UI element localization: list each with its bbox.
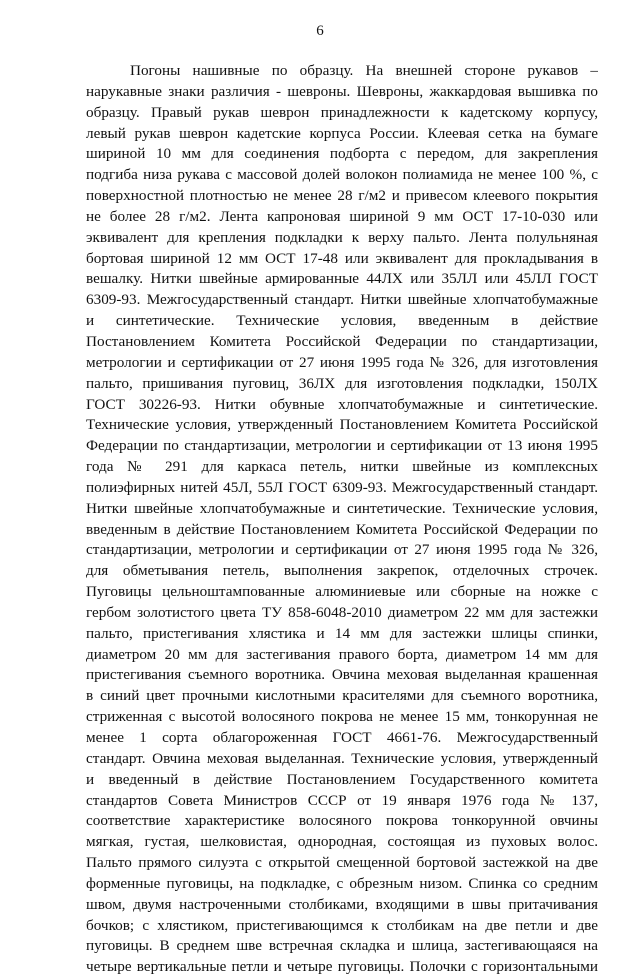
text-line: пуговицы. В среднем шве встречная складка и шлица, застегивающаяся на <box>86 937 598 955</box>
text-line: диаметром 20 мм для застегивания правого борта, диаметром 14 мм для <box>86 645 598 663</box>
text-line: ГОСТ 30226-93. Нитки обувные хлопчатобумажные и синтетические. <box>86 395 598 413</box>
text-line: образцу. Правый рукав шеврон принадлежности к кадетскому корпусу, <box>86 103 598 121</box>
text-line: пальто, пришивания пуговиц, 36ЛХ для изготовления подкладки, 150ЛХ <box>86 374 598 392</box>
text-line: и синтетические. Технические условия, введенным в действие <box>86 312 598 330</box>
text-line: пальто, пристегивания хлястика и 14 мм для застежки шлицы спинки, <box>86 624 598 642</box>
text-line: гербом золотистого цвета ТУ 858-6048-2010 диаметром 22 мм для застежки <box>86 603 598 621</box>
text-line: левый рукав шеврон кадетские корпуса России. Клеевая сетка на бумаге <box>86 124 598 142</box>
text-line: в синий цвет прочными кислотными красителями для съемного воротника, <box>86 687 598 705</box>
text-line: Погоны нашивные по образцу. На внешней стороне рукавов – <box>130 62 598 79</box>
text-line: Федерации по стандартизации, метрологии и сертификации от 13 июня 1995 <box>86 437 598 455</box>
text-line: бортовая шириной 12 мм ОСТ 17-48 или эквивалент для прокладывания в <box>86 249 598 267</box>
text-line: шириной 10 мм для соединения подборта с передом, для закрепления <box>86 145 598 163</box>
text-line: форменные пуговицы, на подкладке, с обрезным низом. Спинка со средним <box>86 874 598 892</box>
text-line: полиэфирных нитей 45Л, 55Л ГОСТ 6309-93. Межгосударственный стандарт. <box>86 478 598 496</box>
text-line: и введенный в действие Постановлением Государственного комитета <box>86 770 598 788</box>
text-line: для обметывания петель, выполнения закрепок, отделочных строчек. <box>86 562 598 580</box>
text-line: вешалку. Нитки швейные армированные 44ЛХ или 35ЛЛ или 45ЛЛ ГОСТ <box>86 270 598 288</box>
text-line: стриженная с высотой волосяного покрова не менее 15 мм, тонкорунная не <box>86 708 598 726</box>
text-line: Нитки швейные хлопчатобумажные и синтетические. Технические условия, <box>86 499 598 517</box>
text-line: Пуговицы цельноштампованные алюминиевые или сборные на ножке с <box>86 583 598 601</box>
text-line: менее 1 сорта облагороженная ГОСТ 4661-76. Межгосударственный <box>86 729 598 746</box>
text-line: метрологии и сертификации от 27 июня 1995 года № 326, для изготовления <box>86 353 598 371</box>
text-line: не более 28 г/м2. Лента капроновая шириной 9 мм ОСТ 17-10-030 или <box>86 207 598 225</box>
text-line: четыре вертикальные петли и четыре пуговицы. Полочки с горизонтальными <box>86 958 598 976</box>
text-line: введенным в действие Постановлением Комитета Российской Федерации по <box>86 520 598 538</box>
text-line: бочков; с хлястиком, пристегивающимся к столбикам на две петли и две <box>86 916 598 934</box>
text-line: пристегивания съемного воротника. Овчина меховая выделанная крашенная <box>86 666 598 684</box>
text-line: стандарт. Овчина меховая выделанная. Технические условия, утвержденный <box>86 749 598 767</box>
text-line: 6309-93. Межгосударственный стандарт. Нитки швейные хлопчатобумажные <box>86 291 598 309</box>
text-line: стандартизации, метрологии и сертификации от 27 июня 1995 года № 326, <box>86 541 598 559</box>
text-line: Технические условия, утвержденный Постановлением Комитета Российской <box>86 416 598 434</box>
text-line: стандартов Совета Министров СССР от 19 января 1976 года № 137, <box>86 791 598 809</box>
page-number: 6 <box>316 23 324 39</box>
text-line: поверхностной плотностью не менее 28 г/м2 и привесом клеевого покрытия <box>86 187 598 205</box>
text-line: года № 291 для каркаса петель, нитки швейные из комплексных <box>86 458 598 476</box>
body-paragraph <box>86 61 598 978</box>
text-line: мягкая, густая, шелковистая, однородная, состоящая из пуховых волос. <box>86 833 598 851</box>
text-line: подгиба низа рукава с массовой долей волокон полиамида не менее 100 %, с <box>86 166 598 184</box>
text-line: швом, двумя настроченными столбиками, входящими в швы притачивания <box>86 895 598 913</box>
text-line: эквивалент для крепления подкладки к верху пальто. Лента полульняная <box>86 228 598 246</box>
text-line: Постановлением Комитета Российской Федерации по стандартизации, <box>86 332 598 350</box>
text-line: нарукавные знаки различия - шевроны. Шевроны, жаккардовая вышивка по <box>86 82 598 100</box>
text-line: соответствие характеристике волосяного покрова тонкорунной овчины <box>86 812 598 830</box>
text-line: Пальто прямого силуэта с открытой смещенной бортовой застежкой на две <box>86 854 598 872</box>
